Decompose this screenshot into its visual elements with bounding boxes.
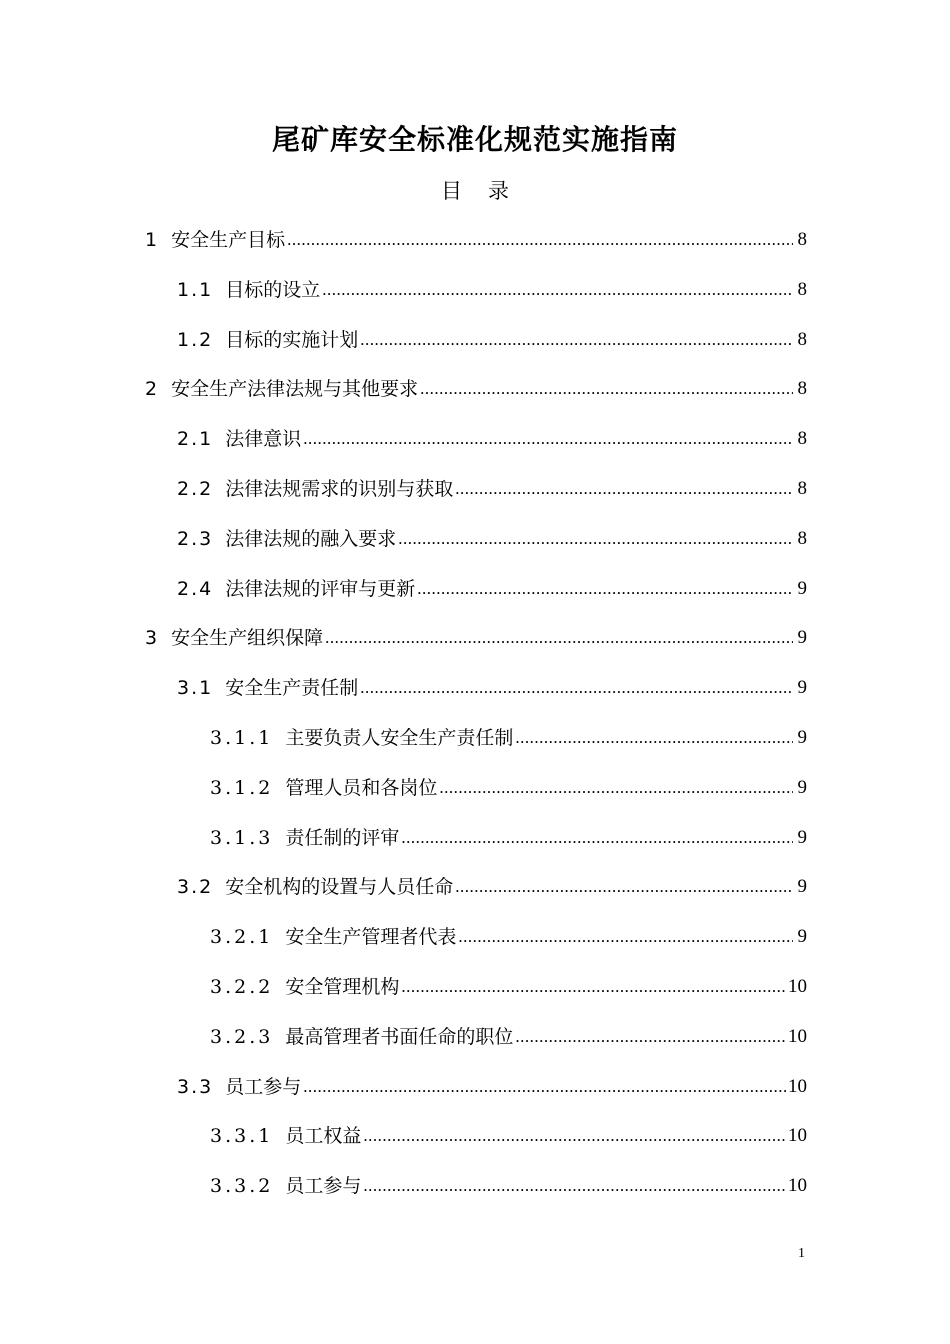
toc-entry-page: 8 <box>797 328 807 350</box>
toc-dot-leader <box>401 825 793 851</box>
toc-dot-leader <box>360 327 793 353</box>
toc-dot-leader <box>439 775 793 801</box>
toc-entry-page: 9 <box>797 876 807 898</box>
toc-entry-number: 3.2.3 <box>210 1025 274 1048</box>
toc-entry-title: 安全生产组织保障 <box>171 627 324 650</box>
toc-entry[interactable] <box>177 862 807 912</box>
toc-dot-leader <box>515 1024 786 1050</box>
toc-entry-title: 安全管理机构 <box>285 976 400 998</box>
toc-entry[interactable] <box>177 564 807 614</box>
toc-entry-title: 主要负责人安全生产责任制 <box>285 727 514 749</box>
toc-entry-number: 3.1.3 <box>210 826 274 849</box>
toc-entry-page: 9 <box>797 926 807 948</box>
toc-entry-number: 3.1.2 <box>210 776 274 799</box>
toc-entry[interactable] <box>210 1012 807 1062</box>
toc-entry-number: 3.3.1 <box>210 1125 274 1148</box>
toc-entry-number: 2.2 <box>177 478 214 500</box>
toc-entry[interactable] <box>177 414 807 464</box>
toc-entry-title: 安全生产法律法规与其他要求 <box>171 378 419 401</box>
toc-entry-title: 安全生产管理者代表 <box>285 926 457 949</box>
toc-entry[interactable] <box>145 613 807 663</box>
toc-entry-number: 2.1 <box>177 428 214 451</box>
toc-entry-page: 9 <box>797 577 807 599</box>
toc-entry-number: 3.1.1 <box>210 727 274 749</box>
toc-entry[interactable] <box>210 912 807 962</box>
toc-entry[interactable] <box>177 1062 807 1112</box>
toc-dot-leader <box>363 1123 786 1149</box>
toc-entry-title: 员工参与 <box>285 1175 362 1198</box>
toc-entry-title: 责任制的评审 <box>285 826 400 849</box>
toc-entry[interactable] <box>145 364 807 414</box>
toc-dot-leader <box>287 227 793 253</box>
toc-entry-page: 8 <box>797 428 807 450</box>
toc-entry-title: 安全生产目标 <box>171 229 286 251</box>
toc-entry-title: 管理人员和各岗位 <box>285 776 438 799</box>
toc-entry[interactable] <box>210 962 807 1012</box>
toc-entry-number: 3.3.2 <box>210 1175 274 1198</box>
toc-entry-number: 1 <box>145 229 160 251</box>
toc-entry-page: 10 <box>788 1075 807 1097</box>
toc-entry[interactable] <box>210 1111 807 1161</box>
toc-entry-number: 3.2.2 <box>210 976 274 998</box>
toc-entry-number: 2.4 <box>177 577 214 600</box>
toc-entry-title: 目标的设立 <box>225 278 321 301</box>
document-title: 尾矿库安全标准化规范实施指南 <box>271 123 678 156</box>
toc-entry[interactable] <box>210 713 807 763</box>
toc-entry[interactable] <box>210 763 807 813</box>
toc-heading: 目录 <box>441 179 535 203</box>
toc-dot-leader <box>455 476 793 502</box>
toc-entry[interactable] <box>177 663 807 713</box>
toc-entry-number: 1.2 <box>177 328 214 351</box>
toc-entry-number: 2.3 <box>177 527 214 550</box>
toc-entry-page: 8 <box>797 478 807 499</box>
toc-entry-title: 最高管理者书面任命的职位 <box>285 1025 514 1048</box>
toc-entry-number: 3.2.1 <box>210 926 274 949</box>
toc-entry-page: 8 <box>797 527 807 549</box>
toc-dot-leader <box>303 1074 786 1100</box>
toc-entry-title: 员工权益 <box>285 1125 362 1148</box>
toc-entry-number: 1.1 <box>177 278 214 301</box>
toc-entry-number: 3.2 <box>177 876 214 899</box>
toc-dot-leader <box>322 277 793 303</box>
toc-dot-leader <box>515 725 793 751</box>
toc-entry-title: 员工参与 <box>225 1075 302 1098</box>
toc-dot-leader <box>458 924 793 950</box>
toc-entry-title: 法律法规需求的识别与获取 <box>225 478 454 500</box>
toc-dot-leader <box>398 526 793 552</box>
toc-dot-leader <box>455 874 793 900</box>
toc-dot-leader <box>420 376 793 402</box>
toc-entry-page: 10 <box>788 1125 807 1147</box>
toc-entry-title: 法律法规的融入要求 <box>225 527 397 550</box>
toc-entry-page: 9 <box>797 826 807 848</box>
toc-entry[interactable] <box>145 215 807 265</box>
toc-dot-leader <box>417 576 793 602</box>
toc-entry-page: 9 <box>797 627 807 649</box>
toc-entry-page: 8 <box>797 378 807 400</box>
toc-entry[interactable] <box>210 813 807 863</box>
toc-entry-number: 3.3 <box>177 1075 214 1098</box>
toc-entry-page: 10 <box>788 1175 807 1197</box>
page-number: 1 <box>798 1246 805 1261</box>
toc-entry-page: 9 <box>797 727 807 748</box>
toc-entry-page: 10 <box>788 976 807 997</box>
toc-entry-title: 目标的实施计划 <box>225 328 359 351</box>
toc-entry[interactable] <box>210 1161 807 1211</box>
toc-entry-page: 8 <box>797 278 807 300</box>
toc-entry-number: 3.1 <box>177 677 214 700</box>
toc-dot-leader <box>360 675 793 701</box>
toc-entry-page: 9 <box>797 677 807 699</box>
toc-entry-title: 法律意识 <box>225 428 302 451</box>
toc-entry-number: 3 <box>145 627 160 650</box>
toc-entry-title: 安全生产责任制 <box>225 677 359 700</box>
toc-entry-title: 法律法规的评审与更新 <box>225 577 416 600</box>
toc-dot-leader <box>401 974 786 1000</box>
toc-dot-leader <box>363 1173 786 1199</box>
toc-dot-leader <box>303 426 793 452</box>
toc-entry[interactable] <box>177 265 807 315</box>
toc-entry-page: 8 <box>797 229 807 250</box>
toc-entry[interactable] <box>177 464 807 514</box>
toc-entry-title: 安全机构的设置与人员任命 <box>225 876 454 899</box>
toc-dot-leader <box>325 625 793 651</box>
toc-entry[interactable] <box>177 514 807 564</box>
toc-entry-page: 10 <box>788 1025 807 1047</box>
toc-entry[interactable] <box>177 315 807 365</box>
toc-entry-page: 9 <box>797 776 807 798</box>
toc-entry-number: 2 <box>145 378 160 401</box>
